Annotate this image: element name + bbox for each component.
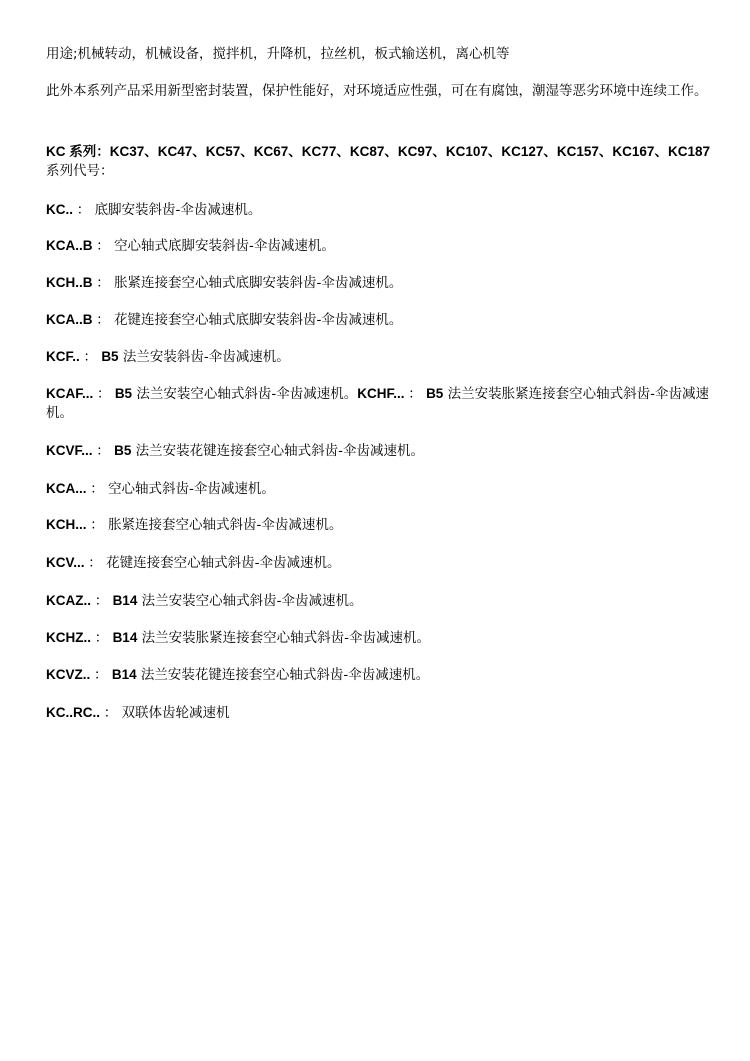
entry-flange-code: B5: [114, 386, 133, 401]
entry-code: KCF..: [46, 349, 80, 364]
entry-flange-code: B14: [112, 630, 138, 645]
entry-separator: ：: [90, 667, 108, 682]
entry-kc-rc: [46, 703, 710, 723]
entry-flange-code: B14: [111, 667, 137, 682]
entry-kch: [46, 515, 710, 535]
entry-kcaz: [46, 591, 710, 611]
entry-separator: ：: [84, 555, 102, 570]
entry-flange-code-second: B5: [426, 386, 444, 401]
entry-description: 花键连接套空心轴式斜齿-伞齿减速机。: [106, 555, 341, 571]
entry-description: 法兰安装花键连接套空心轴式斜齿-伞齿减速机。: [140, 667, 430, 683]
entry-separator: ：: [73, 202, 91, 217]
entry-kch-b: [46, 273, 710, 293]
entry-description-second: 法兰安装胀紧连接套空心轴式斜齿-伞齿减速机。: [46, 386, 709, 421]
entry-separator: ：: [93, 386, 111, 401]
entry-code: KC..: [46, 202, 73, 217]
entry-separator: ：: [92, 275, 110, 290]
entry-flange-code: B14: [112, 593, 138, 608]
entry-separator: ：: [92, 443, 110, 458]
entry-code: KCVF...: [46, 443, 93, 458]
entry-kcv: [46, 553, 710, 573]
entry-code: KC..RC..: [46, 705, 100, 720]
entry-flange-code: B5: [114, 443, 132, 458]
entry-separator: ：: [92, 238, 110, 253]
entry-code: KCAZ..: [46, 593, 91, 608]
series-label: KC 系列：: [46, 144, 110, 159]
series-paragraph: [46, 142, 710, 181]
entry-description: 法兰安装花键连接套空心轴式斜齿-伞齿减速机。: [135, 443, 425, 459]
entry-separator: ：: [92, 312, 110, 327]
entry-kchz: [46, 628, 710, 648]
entry-separator: ：: [79, 349, 98, 364]
entry-separator: ：: [91, 630, 109, 645]
entry-code-second: KCHF...: [357, 386, 405, 401]
series-code-label: 系列代号：: [46, 163, 114, 179]
entry-description: 胀紧连接套空心轴式底脚安装斜齿-伞齿减速机。: [114, 275, 403, 291]
entry-kcaf-kchf: [46, 384, 710, 423]
usage-text: 用途;机械转动，机械设备，搅拌机，升降机，拉丝机，板式输送机，离心机等: [46, 46, 510, 62]
entry-code: KCHZ..: [46, 630, 91, 645]
entry-code: KCV...: [46, 555, 85, 570]
entry-description: 法兰安装斜齿-伞齿减速机。: [122, 349, 290, 365]
entry-description: 法兰安装胀紧连接套空心轴式斜齿-伞齿减速机。: [141, 630, 430, 646]
entry-kca: [46, 479, 710, 499]
entry-separator: ：: [86, 517, 104, 532]
entry-flange-code: B5: [101, 349, 119, 364]
entry-description: 双联体齿轮减速机: [121, 705, 230, 721]
entry-description: 空心轴式底脚安装斜齿-伞齿减速机。: [114, 238, 335, 254]
entry-description: 底脚安装斜齿-伞齿减速机。: [94, 202, 262, 218]
description-paragraph: [46, 82, 710, 101]
description-text: 此外本系列产品采用新型密封装置，保护性能好，对环境适应性强，可在有腐蚀，潮湿等恶劣环境中连续工作。: [46, 83, 708, 99]
entry-code: KCA..B: [46, 312, 93, 327]
entry-kcvf: [46, 441, 710, 461]
entry-description: 法兰安装空心轴式斜齿-伞齿减速机。: [141, 593, 363, 609]
series-list: KC37、KC47、KC57、KC67、KC77、KC87、KC97、KC107、KC127、KC157、KC167、KC187: [109, 144, 710, 159]
entry-separator: ：: [86, 481, 104, 496]
entry-separator-second: ：: [404, 386, 422, 401]
entry-code: KCA...: [46, 481, 87, 496]
entry-kcf: [46, 347, 710, 367]
entry-description: 花键连接套空心轴式底脚安装斜齿-伞齿减速机。: [114, 312, 403, 328]
entry-description: 法兰安装空心轴式斜齿-伞齿减速机。: [136, 386, 358, 402]
entry-code: KCH...: [46, 517, 87, 532]
entry-kca-b: [46, 236, 710, 256]
entry-description: 空心轴式斜齿-伞齿减速机。: [108, 481, 275, 497]
entry-code: KCH..B: [46, 275, 93, 290]
entry-kcvz: [46, 665, 710, 685]
usage-paragraph: [46, 45, 710, 64]
entry-separator: ：: [91, 593, 109, 608]
entry-code: KCA..B: [46, 238, 93, 253]
entry-code: KCAF...: [46, 386, 94, 401]
entry-kca-b-spline: [46, 310, 710, 330]
entry-kc: [46, 200, 710, 220]
entry-description: 胀紧连接套空心轴式斜齿-伞齿减速机。: [108, 517, 343, 533]
entry-code: KCVZ..: [46, 667, 91, 682]
entry-separator: ：: [100, 705, 118, 720]
